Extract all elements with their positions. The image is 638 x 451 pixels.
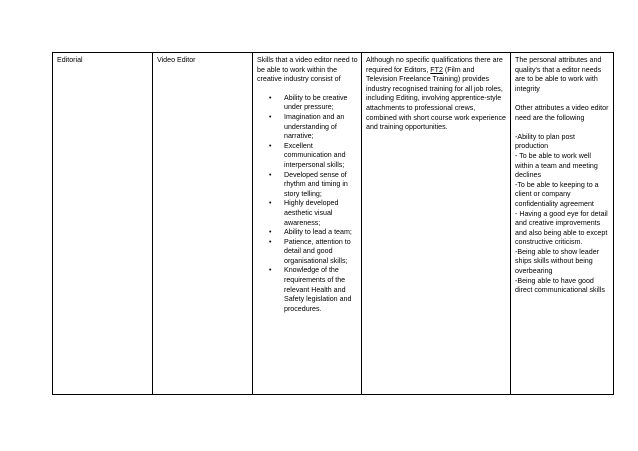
list-item: • Developed sense of rhythm and timing in story telling; (284, 171, 358, 200)
spacer (515, 123, 610, 133)
list-item: • Ability to lead a team; (284, 228, 358, 238)
qualifications-cell (362, 53, 511, 395)
list-item: • Ability to be creative under pressure; (284, 94, 358, 113)
list-item: - To be able to work well within a team and meeting declines (515, 151, 598, 180)
attributes-intro: The personal attributes and quality's that a editor needs are to be able to work with integrity (515, 56, 602, 93)
list-item: - Having a good eye for detail and creative improvements and also being able to except constructive criticism. (515, 209, 608, 247)
qualifications-part1: Although no specific qualifications there are required for Editors, (366, 56, 503, 74)
list-item: • Highly developed aesthetic visual awareness; (284, 199, 358, 228)
list-item: -Being able to have good direct communicational skills (515, 276, 605, 295)
job-role-table (52, 52, 614, 395)
list-item: -Ability to plan post production (515, 132, 575, 151)
list-item: -Being able to show leader ships skills without being overbearing (515, 247, 599, 276)
ft2-link[interactable]: FT2 (430, 65, 443, 74)
spacer (515, 94, 610, 104)
role-cell (153, 53, 253, 395)
department-text: Editorial (57, 56, 83, 64)
list-item: • Knowledge of the requirements of the relevant Health and Safety legislation and procedures. (284, 266, 358, 314)
list-item: • Imagination and an understanding of narrative; (284, 113, 358, 142)
list-item: -To be able to keeping to a client or company confidentiality agreement (515, 180, 599, 208)
skills-list (257, 94, 358, 315)
qualifications-text (366, 56, 507, 133)
table-row (53, 53, 614, 395)
list-item: • Excellent communication and interpersonal skills; (284, 142, 358, 171)
role-text: Video Editor (157, 56, 196, 64)
department-cell (53, 53, 153, 395)
qualifications-part2: (Film and Television Freelance Training) provides industry recognised training for all job roles, including Editing, involving apprentice-style attachments to professional crews, combined with short course work experience and training opportunities. (366, 65, 506, 132)
skills-cell (253, 53, 362, 395)
attributes-cell (511, 53, 614, 395)
attributes-other: Other attributes a video editor need are the following (515, 103, 609, 122)
list-item: • Patience, attention to detail and good organisational skills; (284, 238, 358, 267)
skills-intro: Skills that a video editor need to be able to work within the creative industry consist of (257, 56, 358, 84)
